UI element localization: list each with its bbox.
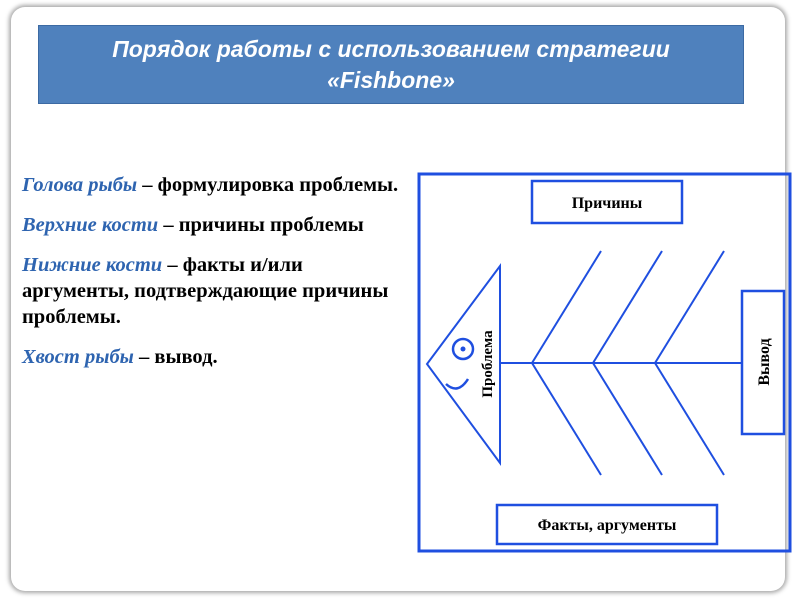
text-lower-bones: – факты и/или аргументы, подтверждающие причины проблемы. <box>22 254 389 328</box>
causes-label: Причины <box>571 195 643 212</box>
lower-bone-2 <box>593 363 662 475</box>
title-line-2: «Fishbone» <box>327 66 455 93</box>
lower-bone-3 <box>655 363 724 475</box>
upper-bone-1 <box>532 251 601 363</box>
term-head: Голова рыбы <box>22 174 138 196</box>
fish-pupil <box>461 347 466 352</box>
upper-bone-3 <box>655 251 724 363</box>
fish-mouth <box>446 379 468 388</box>
text-tail: – вывод. <box>133 346 218 368</box>
text-upper-bones: – причины проблемы <box>158 214 364 236</box>
facts-label: Факты, аргументы <box>537 517 677 534</box>
problem-label: Проблема <box>480 330 496 398</box>
text-head: – формулировка проблемы. <box>137 174 399 196</box>
conclusion-label: Вывод <box>756 338 773 386</box>
title-line-1: Порядок работы с использованием стратегии <box>112 35 670 62</box>
term-tail: Хвост рыбы <box>22 346 134 368</box>
term-lower-bones: Нижние кости <box>22 254 163 276</box>
upper-bone-2 <box>593 251 662 363</box>
term-upper-bones: Верхние кости <box>22 214 159 236</box>
lower-bone-1 <box>532 363 601 475</box>
